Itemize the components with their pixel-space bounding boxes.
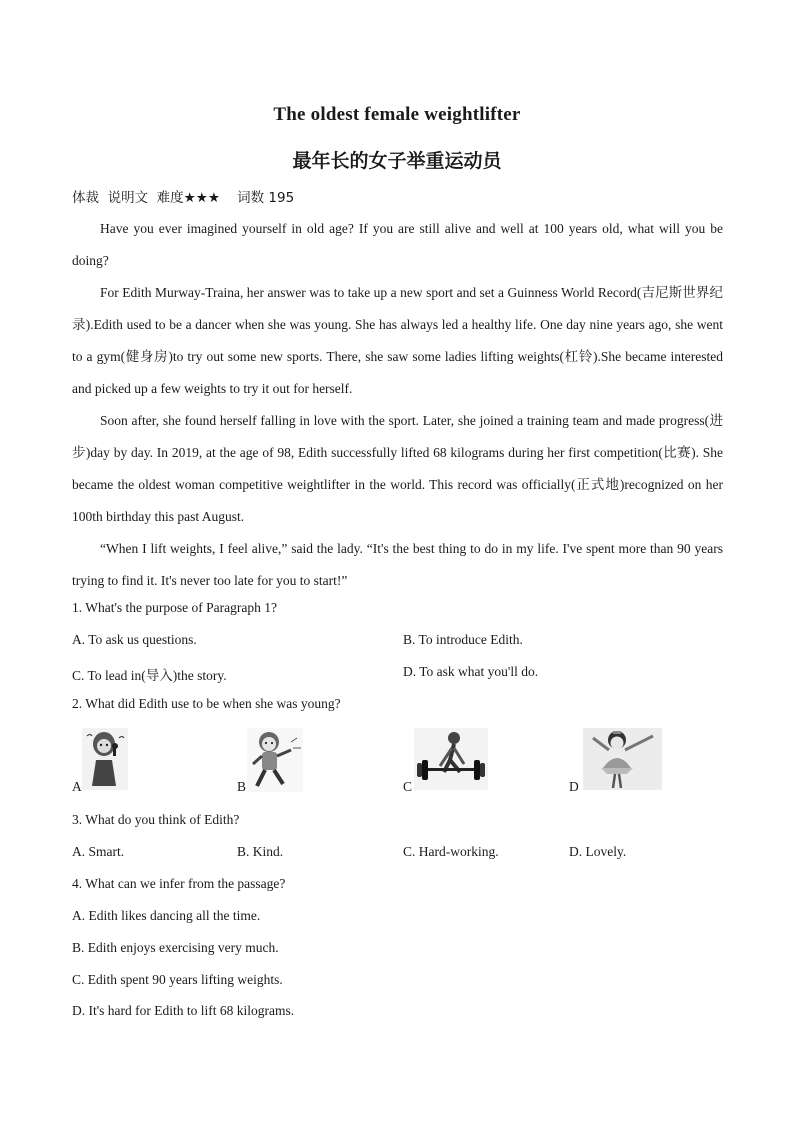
paragraph-2: For Edith Murway-Traina, her answer was to take up a new sport and set a Guinness World Record(吉尼斯世界纪录).Edith used to be a dancer when she was young. She has always led a healthy life. One day nine years ago, she went to a gym(健身房)to try out some new sports. There, she saw some ladies lifting weights(杠铃).She became interested and picked up a few weights to try it out for herself. bbox=[72, 285, 723, 396]
singer-girl-image bbox=[82, 728, 128, 790]
paragraph-4: “When I lift weights, I feel alive,” said the lady. “It's the best thing to do in my life. I've spent more than 90 years trying to find it. It's never too late for you to start!” bbox=[72, 541, 723, 588]
q4-option-a: A. Edith likes dancing all the time. bbox=[72, 908, 261, 923]
q3-option-b: B. Kind. bbox=[237, 844, 284, 859]
paragraph-3: Soon after, she found herself falling in love with the sport. Later, she joined a training team and made progress(进步)day by day. In 2019, at the age of 98, Edith successfully lifted 68 kilograms during her first competition(比赛). She became the oldest woman competitive weightlifter in the world. This record was officially(正式地)recognized on her 100th birthday this past August. bbox=[72, 413, 723, 524]
weightlifter-image bbox=[414, 728, 488, 790]
question-3: 3. What do you think of Edith? bbox=[72, 812, 240, 827]
q4-option-c: C. Edith spent 90 years lifting weights. bbox=[72, 972, 283, 987]
question-2: 2. What did Edith use to be when she was young? bbox=[72, 696, 341, 711]
title-chinese: 最年长的女子举重运动员 bbox=[292, 150, 502, 172]
q1-option-b: B. To introduce Edith. bbox=[403, 632, 523, 647]
q2-label-a: A bbox=[72, 779, 82, 794]
q1-option-a: A. To ask us questions. bbox=[72, 632, 197, 647]
q4-option-d: D. It's hard for Edith to lift 68 kilograms. bbox=[72, 1003, 295, 1018]
question-1: 1. What's the purpose of Paragraph 1? bbox=[72, 600, 277, 615]
passage bbox=[72, 213, 723, 597]
q3-option-a: A. Smart. bbox=[72, 844, 125, 859]
title-english: The oldest female weightlifter bbox=[273, 104, 521, 125]
q1-option-d: D. To ask what you'll do. bbox=[403, 664, 539, 679]
passage-meta: 体裁 说明文 难度★★★ 词数 195 bbox=[72, 190, 295, 206]
q3-option-c: C. Hard-working. bbox=[403, 844, 499, 859]
question-4: 4. What can we infer from the passage? bbox=[72, 876, 286, 891]
paragraph-1: Have you ever imagined yourself in old age? If you are still alive and well at 100 years old, what will you be doing? bbox=[72, 221, 723, 268]
q4-option-b: B. Edith enjoys exercising very much. bbox=[72, 940, 279, 955]
q2-label-c: C bbox=[403, 779, 413, 794]
q2-label-d: D bbox=[569, 779, 579, 794]
ballerina-image bbox=[583, 728, 662, 790]
q3-option-d: D. Lovely. bbox=[569, 844, 627, 859]
q1-option-c: C. To lead in(导入)the story. bbox=[72, 668, 227, 683]
q2-label-b: B bbox=[237, 779, 247, 794]
runner-kid-image bbox=[247, 728, 303, 792]
